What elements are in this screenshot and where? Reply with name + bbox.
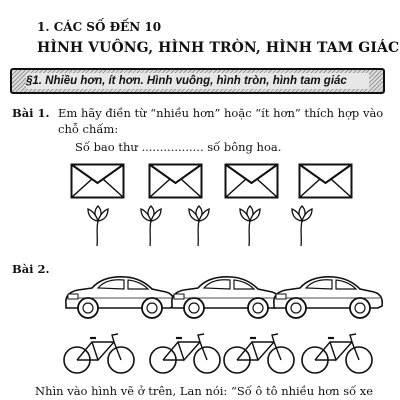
car-icon [168, 270, 283, 322]
chapter-heading: 1. CÁC SỐ ĐẾN 10 [37, 20, 162, 34]
lotus-flower-icon [289, 205, 315, 247]
bicycle-icon [300, 328, 374, 376]
bicycle-icon [148, 328, 222, 376]
exercise-2-text: Nhìn vào hình vẽ ở trên, Lan nói: “Số ô tô nhiều hơn số xe [35, 384, 374, 398]
exercise-1-instruction-line2: chỗ chấm: [58, 122, 119, 136]
car-icon [270, 270, 385, 322]
exercise-2-label: Bài 2. [12, 262, 50, 276]
car-icon [62, 270, 177, 322]
section-banner-text: §1. Nhiều hơn, ít hơn. Hình vuông, hình tròn, hình tam giác [26, 75, 347, 87]
decorative-dot-border [120, 0, 320, 6]
exercise-1-sentence: Số bao thư ................. số bông hoa. [75, 140, 282, 154]
envelope-icon [224, 163, 279, 199]
lotus-flower-icon [186, 205, 212, 247]
bicycle-icon [222, 328, 296, 376]
lotus-flower-icon [85, 205, 111, 247]
exercise-1-instruction-line1: Em hãy điền từ “nhiều hơn” hoặc “ít hơn” thích hợp vào [58, 106, 384, 120]
envelope-icon [148, 163, 203, 199]
envelope-icon [70, 163, 125, 199]
bicycle-icon [62, 328, 136, 376]
envelope-icon [298, 163, 353, 199]
page-title: HÌNH VUÔNG, HÌNH TRÒN, HÌNH TAM GIÁC [37, 40, 400, 56]
exercise-1-label: Bài 1. [12, 106, 50, 120]
lotus-flower-icon [138, 205, 164, 247]
lotus-flower-icon [237, 205, 263, 247]
